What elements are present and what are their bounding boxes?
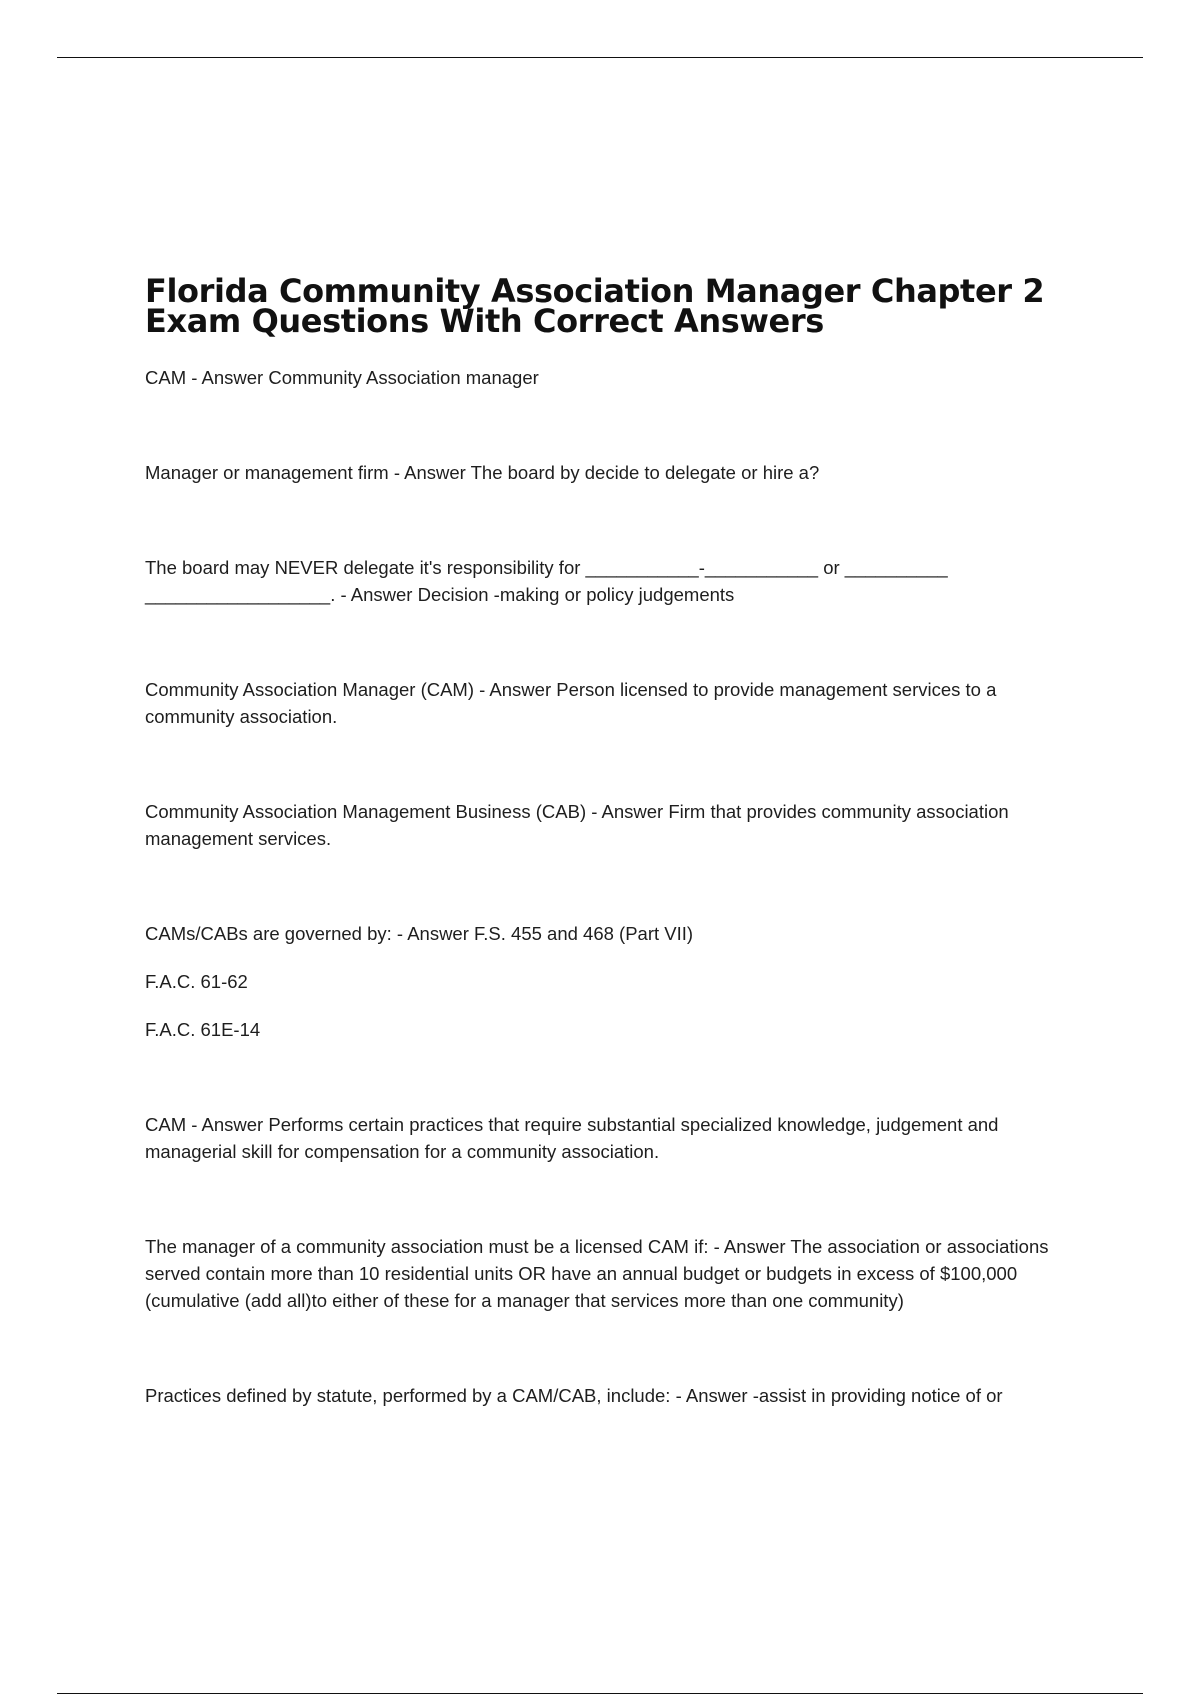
document-title: Florida Community Association Manager Chapter 2 Exam Questions With Correct Answers <box>145 272 1045 340</box>
qa-entry: Practices defined by statute, performed by a CAM/CAB, include: - Answer -assist in providing notice of or <box>145 1385 1003 1406</box>
qa-entry: Community Association Management Business (CAB) - Answer Firm that provides community association management services. <box>145 801 1009 849</box>
header-rule <box>57 57 1143 58</box>
qa-entry-continuation: F.A.C. 61E-14 <box>145 1019 261 1040</box>
qa-entry: Community Association Manager (CAM) - Answer Person licensed to provide management services to a community association. <box>145 679 997 727</box>
qa-entry: The board may NEVER delegate it's responsibility for ___________-___________ or __________ __________________. - Answer Decision -making or policy judgements <box>145 557 948 605</box>
qa-entry: The manager of a community association must be a licensed CAM if: - Answer The association or associations served contain more than 10 residential units OR have an annual budget or budgets in excess of $100,000 (cumulative (add all)to either of these for a manager that services more than one community) <box>145 1236 1049 1311</box>
qa-entry-continuation: F.A.C. 61-62 <box>145 971 248 992</box>
qa-entry: CAM - Answer Community Association manager <box>145 367 539 388</box>
document-body <box>145 272 1090 1409</box>
qa-entry: Manager or management firm - Answer The board by decide to delegate or hire a? <box>145 462 820 483</box>
qa-entry: CAMs/CABs are governed by: - Answer F.S. 455 and 468 (Part VII) <box>145 923 694 944</box>
qa-entry: CAM - Answer Performs certain practices that require substantial specialized knowledge, judgement and managerial skill for compensation for a community association. <box>145 1114 999 1162</box>
footer-rule <box>57 1693 1143 1694</box>
